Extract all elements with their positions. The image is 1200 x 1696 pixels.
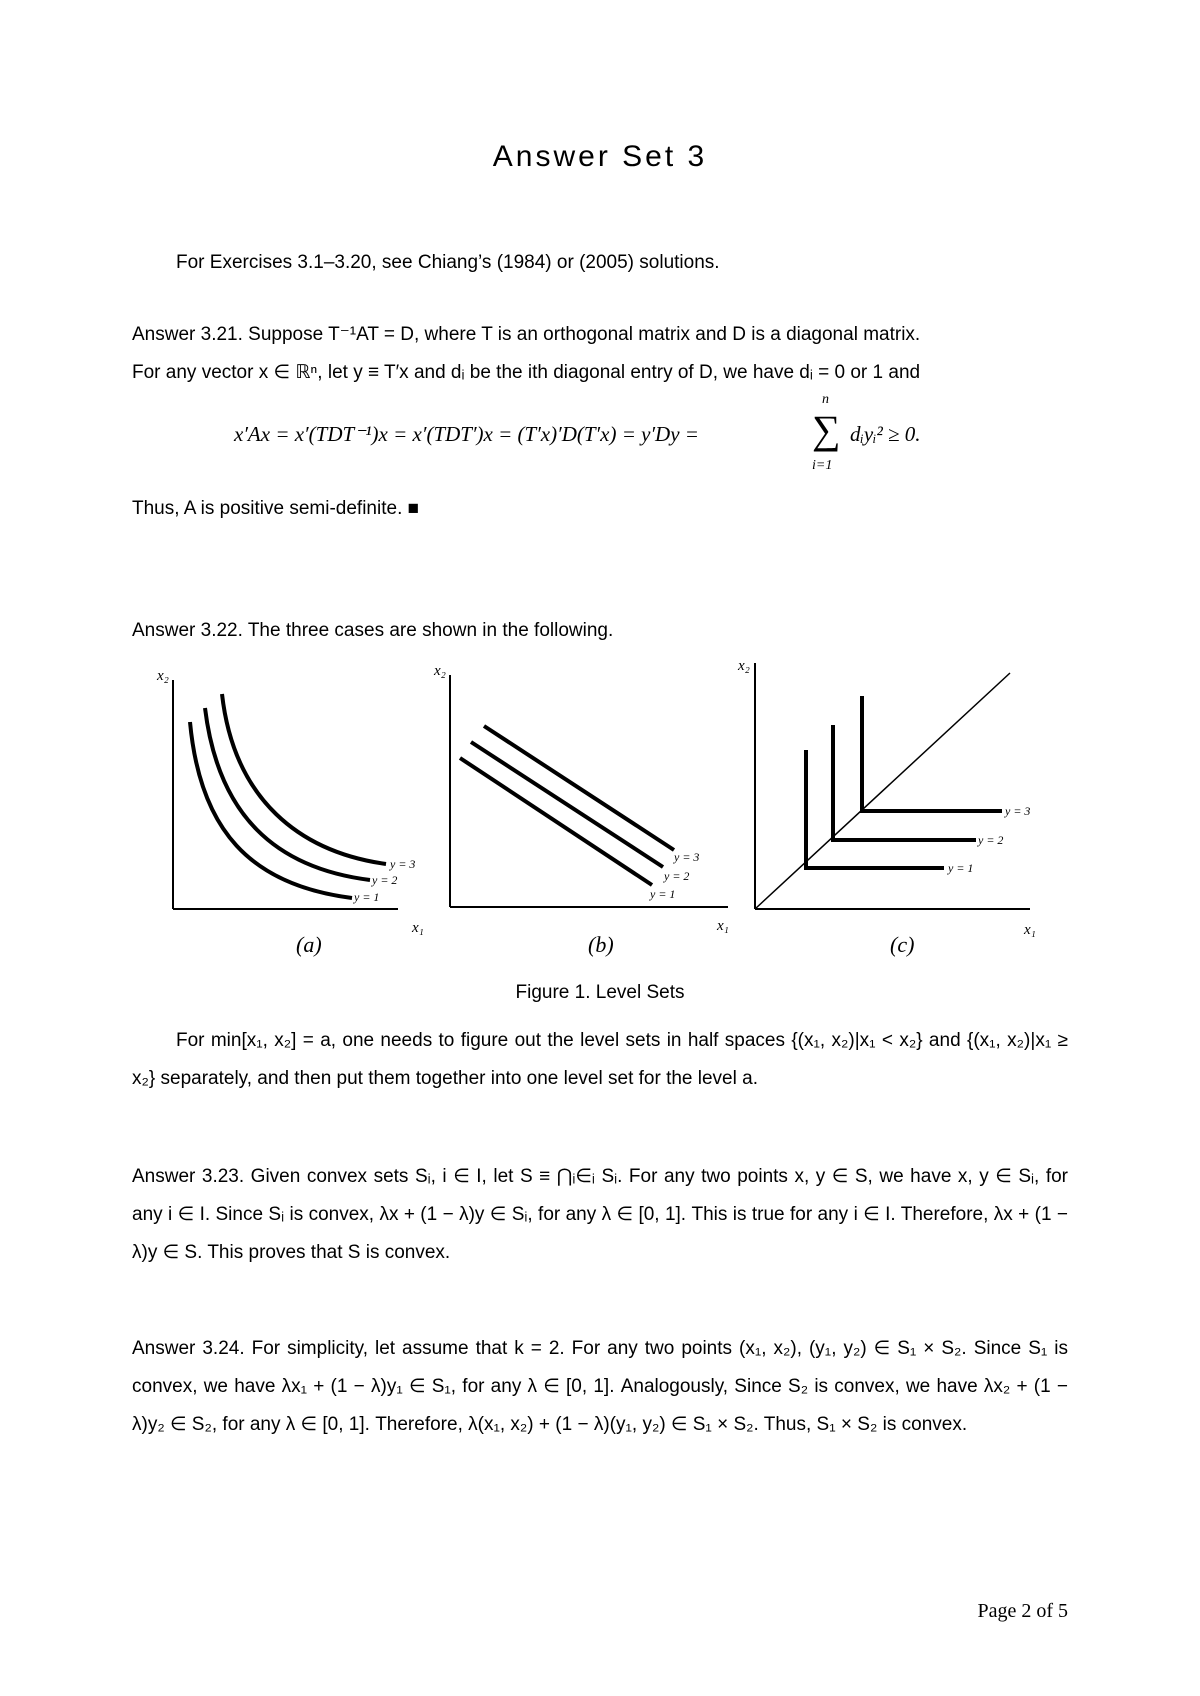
summation-term: dᵢyᵢ² ≥ 0. (850, 422, 921, 446)
answer-3-22-line-1: Answer 3.22. The three cases are shown in the following. (132, 620, 614, 641)
page-title: Answer Set 3 (492, 140, 708, 173)
figure-caption: Figure 1. Level Sets (515, 982, 685, 1003)
panel-b-label-y2: y = 2 (664, 869, 690, 883)
panel-a-label-y3: y = 3 (390, 857, 416, 871)
panel-b-y-label: x₂ (434, 663, 446, 679)
panel-a-x-label: x₁ (412, 920, 424, 936)
panel-c-caption: (c) (890, 932, 915, 957)
answer-3-21-line-1: Answer 3.21. Suppose T⁻¹AT = D, where T is an orthogonal matrix and D is a diagonal matrix. (132, 324, 921, 345)
panel-b-line-y1 (460, 758, 652, 885)
panel-c-label-y3: y = 3 (1005, 804, 1031, 818)
answer-3-24-paragraph: Answer 3.24. For simplicity, let assume that k = 2. For any two points (x₁, x₂), (y₁, y₂) ∈ S₁ × S₂. Since S₁ is convex, we have λx₁ + (1 − λ)y₁ ∈ S₁, for any λ ∈ [0, 1]. Analogously, Since S₂ is convex, we have λx₂ + (1 − λ)y₂ ∈ S₂, for any λ ∈ [0, 1]. Therefore, λ(x₁, x₂) + (1 − λ)(y₁, y₂) ∈ S₁ × S₂. Thus, S₁ × S₂ is convex. (132, 1338, 1068, 1435)
panel-b-x-label: x₁ (717, 918, 729, 934)
answer-3-22-paragraph: For min[x₁, x₂] = a, one needs to figure out the level sets in half spaces {(x₁, x₂)|x₁ < x₂} and {(x₁, x₂)|x₁ ≥ x₂} separately, and then put them together into one level set for the level a. (132, 1030, 1068, 1089)
panel-a-curve-y3 (222, 694, 386, 864)
summation-lower-limit: i=1 (812, 458, 833, 473)
intro-paragraph: For Exercises 3.1–3.20, see Chiang’s (1984) or (2005) solutions. (176, 252, 720, 273)
answer-3-21-line-2: For any vector x ∈ ℝⁿ, let y ≡ T′x and dᵢ be the ith diagonal entry of D, we have dᵢ = 0 or 1 and (132, 362, 921, 383)
summation-upper-limit: n (822, 392, 829, 407)
summation-sign: ∑ (812, 407, 841, 452)
panel-c-corner-y2 (833, 725, 976, 840)
panel-c-y-label: x₂ (738, 658, 750, 674)
panel-a-y-label: x₂ (157, 668, 169, 684)
page-number: Page 2 of 5 (977, 1600, 1068, 1622)
panel-c-corner-y3 (862, 696, 1002, 811)
answer-3-21-conclusion: Thus, A is positive semi-definite. ■ (132, 498, 420, 519)
panel-b-line-y2 (471, 742, 663, 867)
answer-3-23-paragraph: Answer 3.23. Given convex sets Sᵢ, i ∈ I, let S ≡ ⋂ᵢ∈ᵢ Sᵢ. For any two points x, y ∈ S, we have x, y ∈ Sᵢ, for any i ∈ I. Since Sᵢ is convex, λx + (1 − λ)y ∈ Sᵢ, for any λ ∈ [0, 1]. This is true for any i ∈ I. Therefore, λx + (1 − λ)y ∈ S. This proves that S is convex. (132, 1166, 1068, 1263)
panel-a-label-y1: y = 1 (354, 890, 380, 904)
panel-c-label-y1: y = 1 (948, 861, 974, 875)
panel-b-caption: (b) (588, 932, 614, 957)
panel-a-label-y2: y = 2 (372, 873, 398, 887)
panel-c-x-label: x₁ (1024, 922, 1036, 938)
panel-a-caption: (a) (296, 932, 322, 957)
panel-b-label-y1: y = 1 (650, 887, 676, 901)
panel-b-line-y3 (484, 726, 674, 850)
panel-b-label-y3: y = 3 (674, 850, 700, 864)
panel-c (755, 663, 1030, 909)
panel-a (173, 680, 398, 909)
equation-3-21: x′Ax = x′(TDT⁻¹)x = x′(TDT′)x = (T′x)′D(T′x) = y′Dy = (234, 422, 699, 446)
panel-c-label-y2: y = 2 (978, 833, 1004, 847)
